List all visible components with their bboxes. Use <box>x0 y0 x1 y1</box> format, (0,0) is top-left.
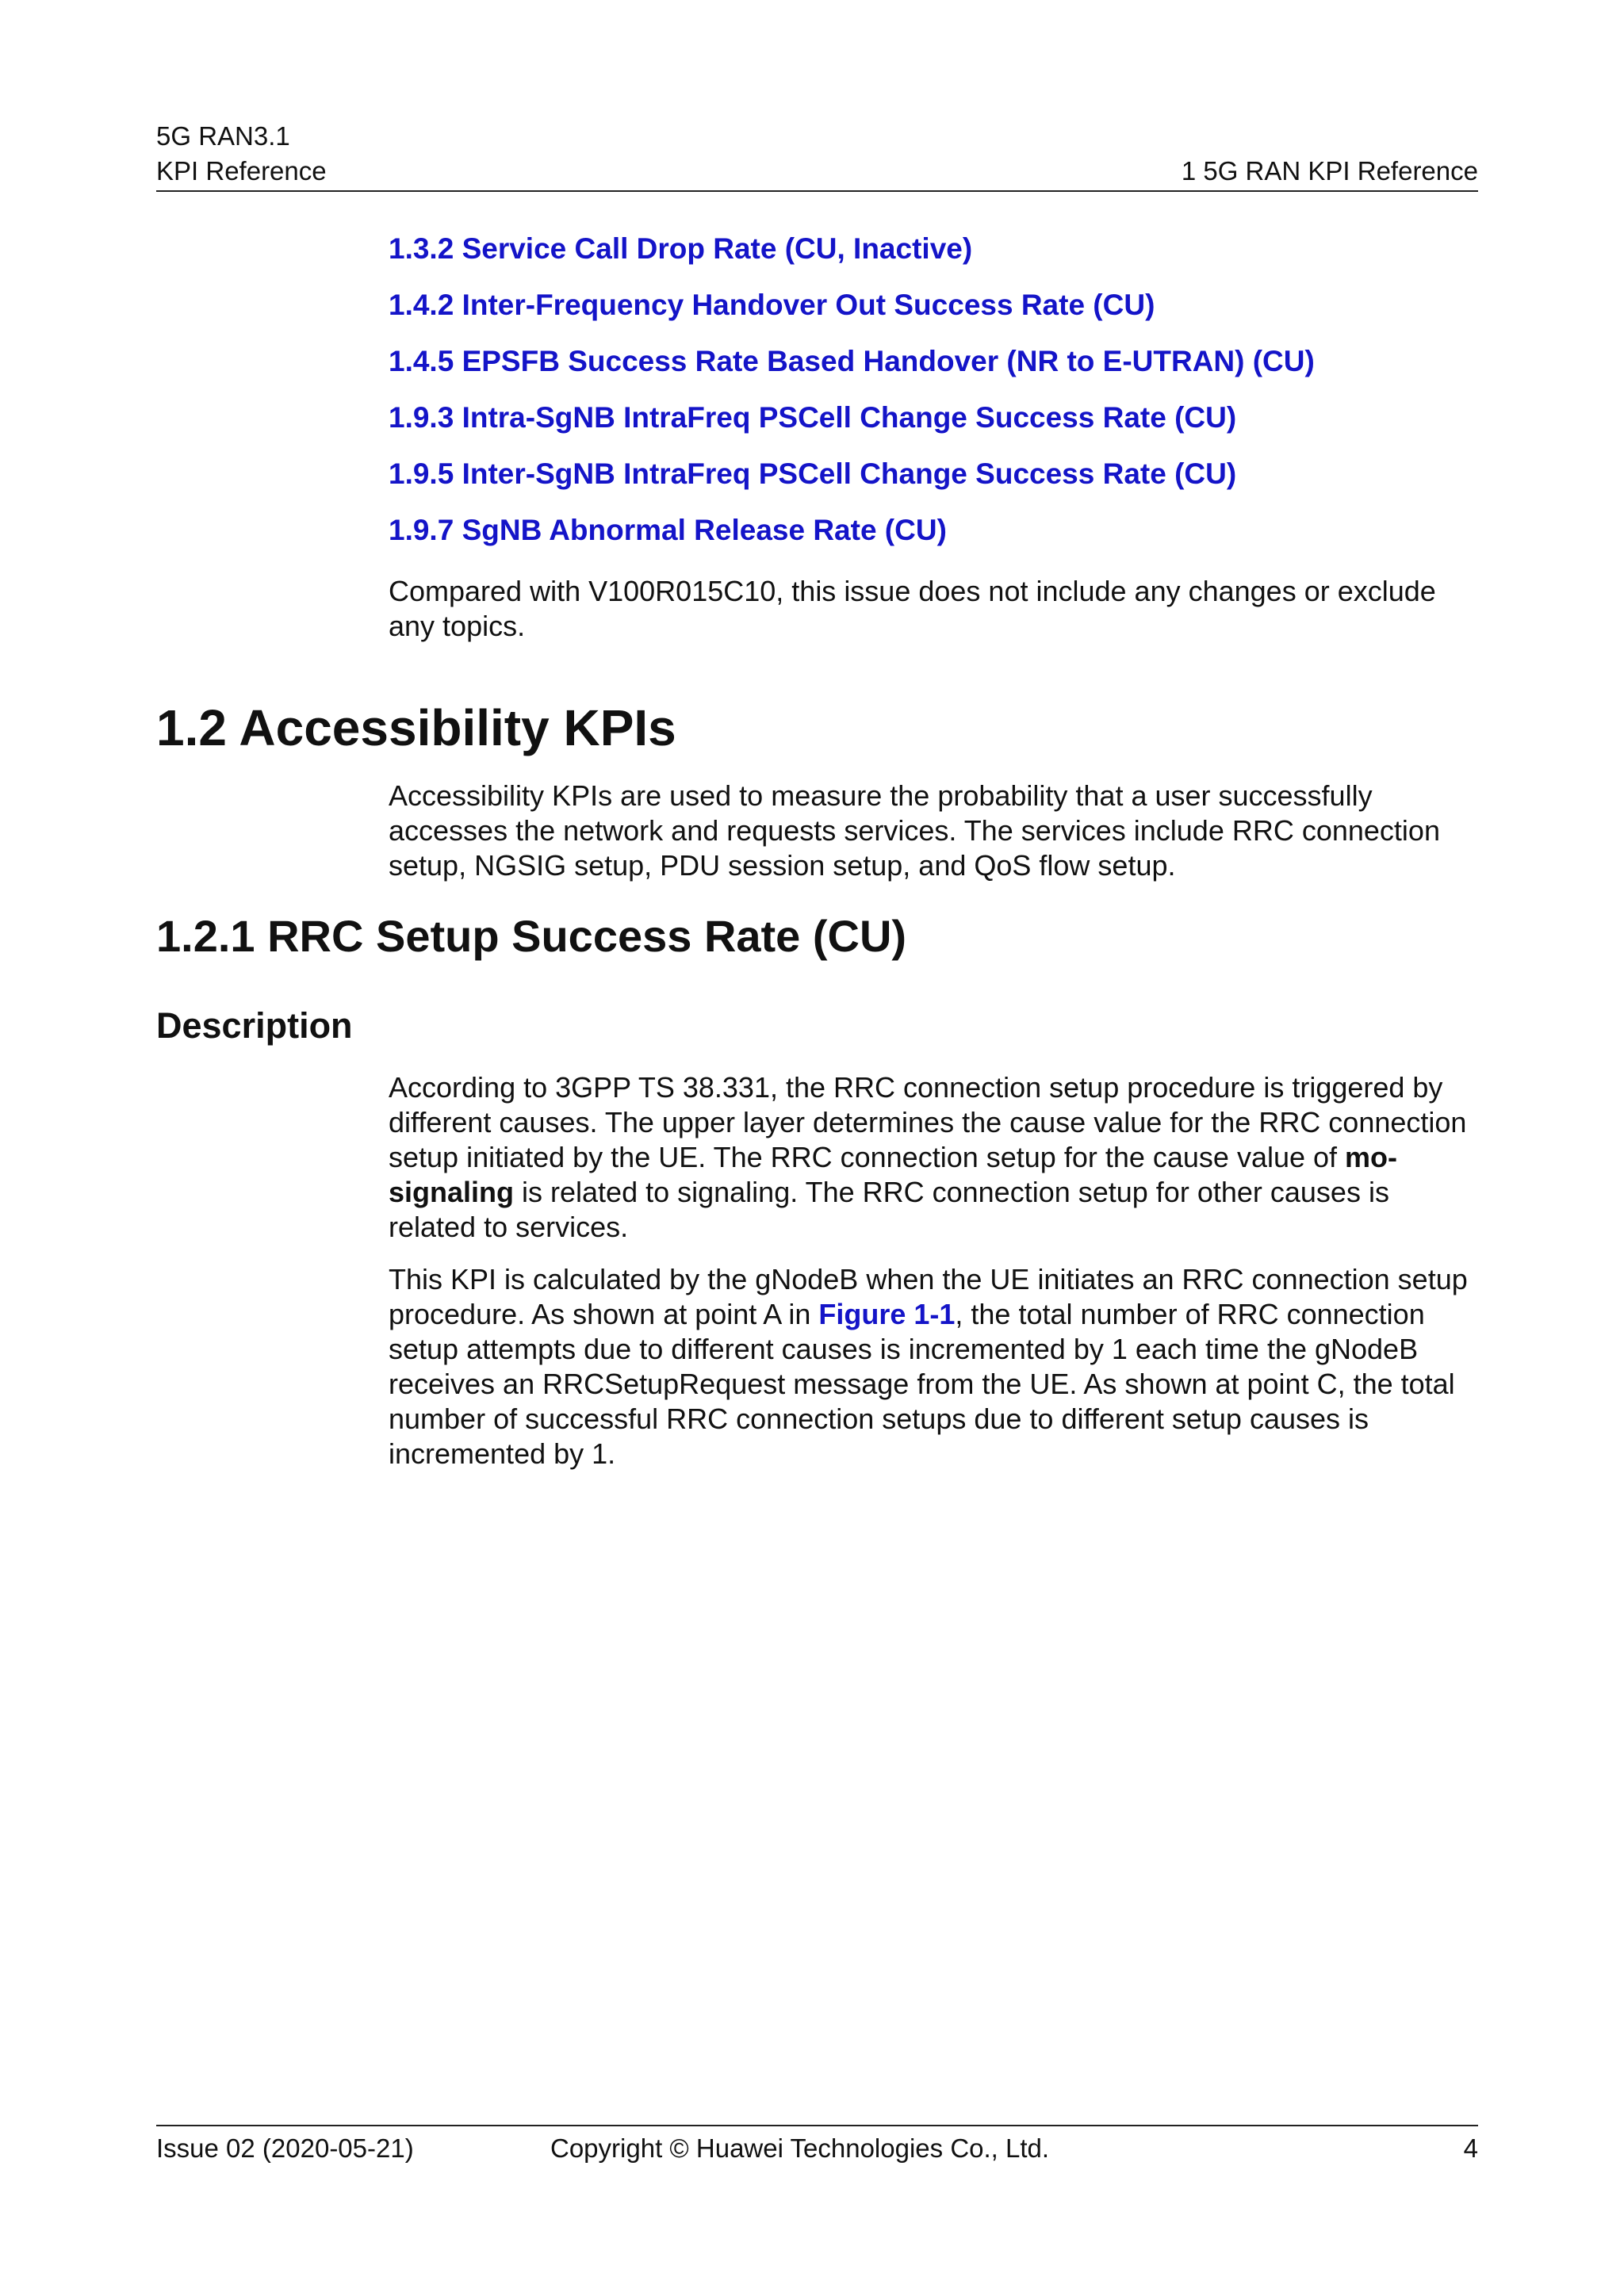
header-doc-title: KPI Reference <box>156 156 327 186</box>
subheading-description: Description <box>156 1005 353 1046</box>
footer-page-number: 4 <box>1463 2133 1478 2163</box>
footer-copyright: Copyright © Huawei Technologies Co., Ltd. <box>550 2133 1050 2163</box>
p1-text-before: According to 3GPP TS 38.331, the RRC connection setup procedure is triggered by different causes. The upper layer determines the cause value for the RRC connection setup initiated by the UE. The RRC connection setup for the cause value of <box>389 1071 1467 1173</box>
compare-paragraph: Compared with V100R015C10, this issue does not include any changes or exclude any topics. <box>389 575 1436 642</box>
link-epsfb-success-rate[interactable]: 1.4.5 EPSFB Success Rate Based Handover (NR to E-UTRAN) (CU) <box>389 345 1315 377</box>
description-paragraph-2 <box>389 1262 1483 1471</box>
page-footer <box>156 2125 1478 2163</box>
section-heading-rrc-setup-success-rate: 1.2.1 RRC Setup Success Rate (CU) <box>156 911 907 961</box>
related-links-list <box>389 232 1483 569</box>
link-intra-sgnb-pscell-change[interactable]: 1.9.3 Intra-SgNB IntraFreq PSCell Change Success Rate (CU) <box>389 401 1237 434</box>
page-header <box>156 119 1478 192</box>
header-product: 5G RAN3.1 <box>156 121 290 151</box>
link-inter-frequency-handover[interactable]: 1.4.2 Inter-Frequency Handover Out Success Rate (CU) <box>389 289 1155 321</box>
p1-text-after: is related to signaling. The RRC connection setup for other causes is related to services. <box>389 1176 1389 1243</box>
header-chapter: 1 5G RAN KPI Reference <box>1181 156 1478 186</box>
link-service-call-drop-rate[interactable]: 1.3.2 Service Call Drop Rate (CU, Inactive) <box>389 232 973 265</box>
accessibility-paragraph: Accessibility KPIs are used to measure the probability that a user successfully accesses the network and requests services. The services include RRC connection setup, NGSIG setup, PDU session setup, and QoS flow setup. <box>389 779 1440 882</box>
p1-bold-term: mo-signaling <box>389 1141 1398 1208</box>
section-heading-accessibility-kpis: 1.2 Accessibility KPIs <box>156 699 676 756</box>
figure-1-1-link[interactable]: Figure 1-1 <box>818 1298 956 1330</box>
footer-issue: Issue 02 (2020-05-21) <box>156 2133 414 2163</box>
link-inter-sgnb-pscell-change[interactable]: 1.9.5 Inter-SgNB IntraFreq PSCell Change Success Rate (CU) <box>389 457 1237 490</box>
description-paragraph-1 <box>389 1070 1483 1245</box>
p2-text-before: This KPI is calculated by the gNodeB when the UE initiates an RRC connection setup procedure. As shown at point A in <box>389 1263 1468 1330</box>
link-sgnb-abnormal-release[interactable]: 1.9.7 SgNB Abnormal Release Rate (CU) <box>389 514 947 546</box>
p2-text-after: , the total number of RRC connection setup attempts due to different causes is incremented by 1 each time the gNodeB receives an RRCSetupRequest message from the UE. As shown at point C, the total number of successful RRC connection setups due to different setup causes is incremented by 1. <box>389 1298 1455 1470</box>
